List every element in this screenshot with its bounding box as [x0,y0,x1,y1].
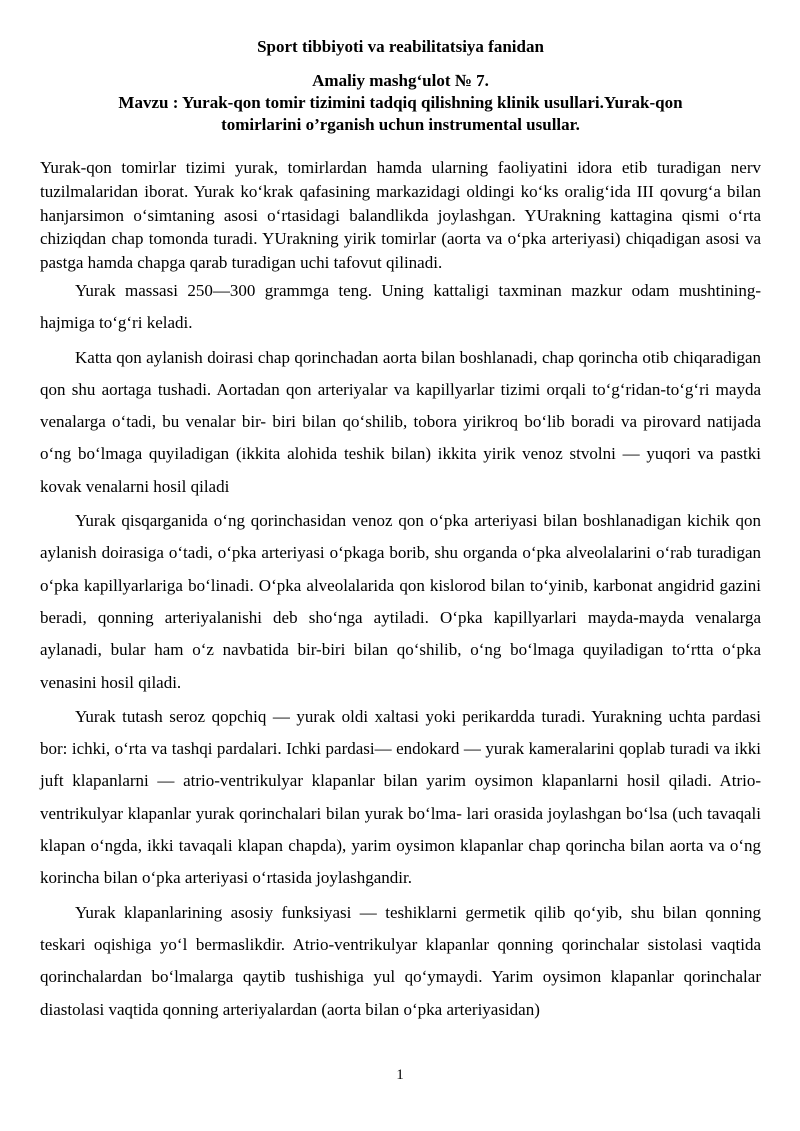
page-number: 1 [396,1067,404,1083]
topic-line-2: tomirlarini o’rganish uchun instrumental usullar. [221,115,580,134]
paragraph-heart-layers: Yurak tutash seroz qopchiq — yurak oldi xaltasi yoki perikardda turadi. Yurakning uchta pardasi bor: ichki, o‘rta va tashqi pardalari. Ichki pardasi— endokard — yurak kameralarini qoplab turadi va ikki juft klapanlarni — atrio-ventrikulyar klapanlar bilan yarim oysimon klapanlarni hosil qiladi. Atrio-ventrikulyar klapanlar yurak qorinchalari bilan yurak bo‘lma- lari orasida joylashgan bo‘lsa (uch tavaqali klapan o‘ngda, ikki tavaqali klapan chapda), yarim oysimon klapanlar chap qorincha bilan aorta va o‘ng korincha bilan o‘pka arteriyasi o‘rtasida joylashgandir. [40,706,761,888]
paragraph-systemic-circulation: Katta qon aylanish doirasi chap qorinchadan aorta bilan boshlanadi, chap qorincha otib chiqaradigan qon shu aortaga tushadi. Aortadan qon arteriyalar va kapillyarlar tizimi orqali to‘g‘ridan-to‘g‘ri mayda venalarga o‘tadi, bu venalar bir- biri bilan qo‘shilib, tobora yirikroq bo‘lib boradi va pirovard natijada o‘ng bo‘lmaga quyiladigan (ikkita alohida teshik bilan) ikkita yirik venoz stvolni — yuqori va pastki kovak venalarni hosil qiladi [40,347,761,496]
paragraph-intro: Yurak-qon tomirlar tizimi yurak, tomirlardan hamda ularning faoliyatini idora etib turadigan nerv tuzilmalaridan iborat. Yurak ko‘krak qafasining markazidagi oldingi ko‘ks oralig‘ida III qovurg‘a bilan hanjarsimon o‘simtaning asosi o‘rtasidagi balandlikda joylashgan. YUrakning kattagina qismi o‘rta chiziqdan chap tomonda turadi. YUrakning yirik tomirlar (aorta va o‘pka arteriyasi) chiqadigan asosi va pastga hamda chapga qarab turadigan uchi tafovut qilinadi. [40,158,761,273]
topic-heading [40,92,761,136]
topic-line-1: Mavzu : Yurak-qon tomir tizimini tadqiq qilishning klinik usullari.Yurak-qon [118,93,683,112]
paragraph-heart-mass: Yurak massasi 250—300 grammga teng. Uning kattaligi taxminan mazkur odam mushtining-hajmiga to‘g‘ri keladi. [40,280,761,333]
document-page [40,36,761,1028]
course-title: Sport tibbiyoti va reabilitatsiya fanidan [257,37,544,56]
lesson-number: Amaliy mashg‘ulot № 7. [312,71,489,90]
paragraph-pulmonary-circulation: Yurak qisqarganida o‘ng qorinchasidan venoz qon o‘pka arteriyasi bilan boshlanadigan kichik qon aylanish doirasiga o‘tadi, o‘pka arteriyasi o‘pkaga borib, shu organda o‘pka alveolalarini o‘rab turadigan o‘pka kapillyarlariga bo‘linadi. O‘pka alveolalarida qon kislorod bilan to‘yinib, karbonat angidrid gazini beradi, qonning arteriyalanishi deb sho‘nga aytiladi. O‘pka kapillyarlari mayda-mayda venalarga aylanadi, bular ham o‘z navbatida bir-biri bilan qo‘shilib, o‘ng bo‘lmaga quyiladigan to‘rtta o‘pka venasini hosil qiladi. [40,511,761,692]
paragraph-valve-function: Yurak klapanlarining asosiy funksiyasi — teshiklarni germetik qilib qo‘yib, shu bilan qonning teskari oqishiga yo‘l bermaslikdir. Atrio-ventrikulyar klapanlar qonning qorinchalar sistolasi vaqtida qorinchalardan bo‘lmalarga qaytib tushishiga yul qo‘ymaydi. Yarim oysimon klapanlar qorinchalar diastolasi vaqtida qonning arteriyalardan (aorta bilan o‘pka arteriyasidan) [40,902,761,1019]
